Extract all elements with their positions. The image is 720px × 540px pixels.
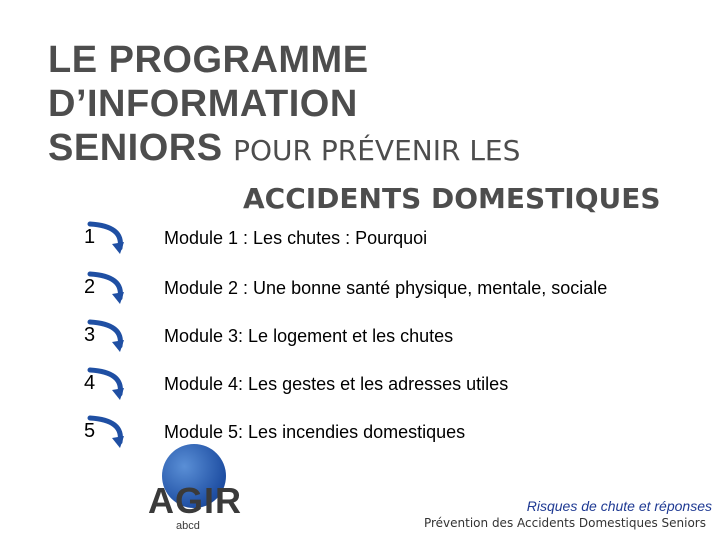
footer-title: Risques de chute et réponses: [526, 498, 712, 514]
module-label: Module 2 : Une bonne santé physique, mentale, sociale: [164, 278, 608, 298]
module-item-4: [84, 364, 704, 404]
module-number: 3: [84, 324, 96, 346]
module-label: Module 1 : Les chutes : Pourquoi: [164, 228, 428, 248]
module-label: Module 5: Les incendies domestiques: [164, 422, 466, 442]
title-line-3-light: POUR PRÉVENIR LES: [233, 134, 521, 167]
module-label: Module 4: Les gestes et les adresses utiles: [164, 374, 509, 394]
agir-logo: [140, 440, 250, 535]
title-line-4: ACCIDENTS DOMESTIQUES: [243, 182, 661, 215]
module-number: 4: [84, 372, 96, 394]
module-number: 5: [84, 420, 96, 442]
page-title: [48, 38, 708, 221]
module-item-3: [84, 316, 704, 356]
title-line-2: D’INFORMATION: [48, 83, 358, 125]
logo-subtitle: abcd: [176, 520, 200, 532]
module-number: 1: [84, 226, 96, 248]
module-number: 2: [84, 276, 96, 298]
module-item-1: [84, 218, 704, 258]
title-line-1: LE PROGRAMME: [48, 39, 369, 81]
title-line-3-bold: SENIORS: [48, 127, 223, 169]
title-line-3: [48, 126, 708, 173]
module-label: Module 3: Le logement et les chutes: [164, 326, 454, 346]
module-item-2: [84, 268, 704, 308]
logo-name: AGIR: [148, 480, 242, 521]
footer-subtitle: Prévention des Accidents Domestiques Seniors: [423, 516, 706, 530]
